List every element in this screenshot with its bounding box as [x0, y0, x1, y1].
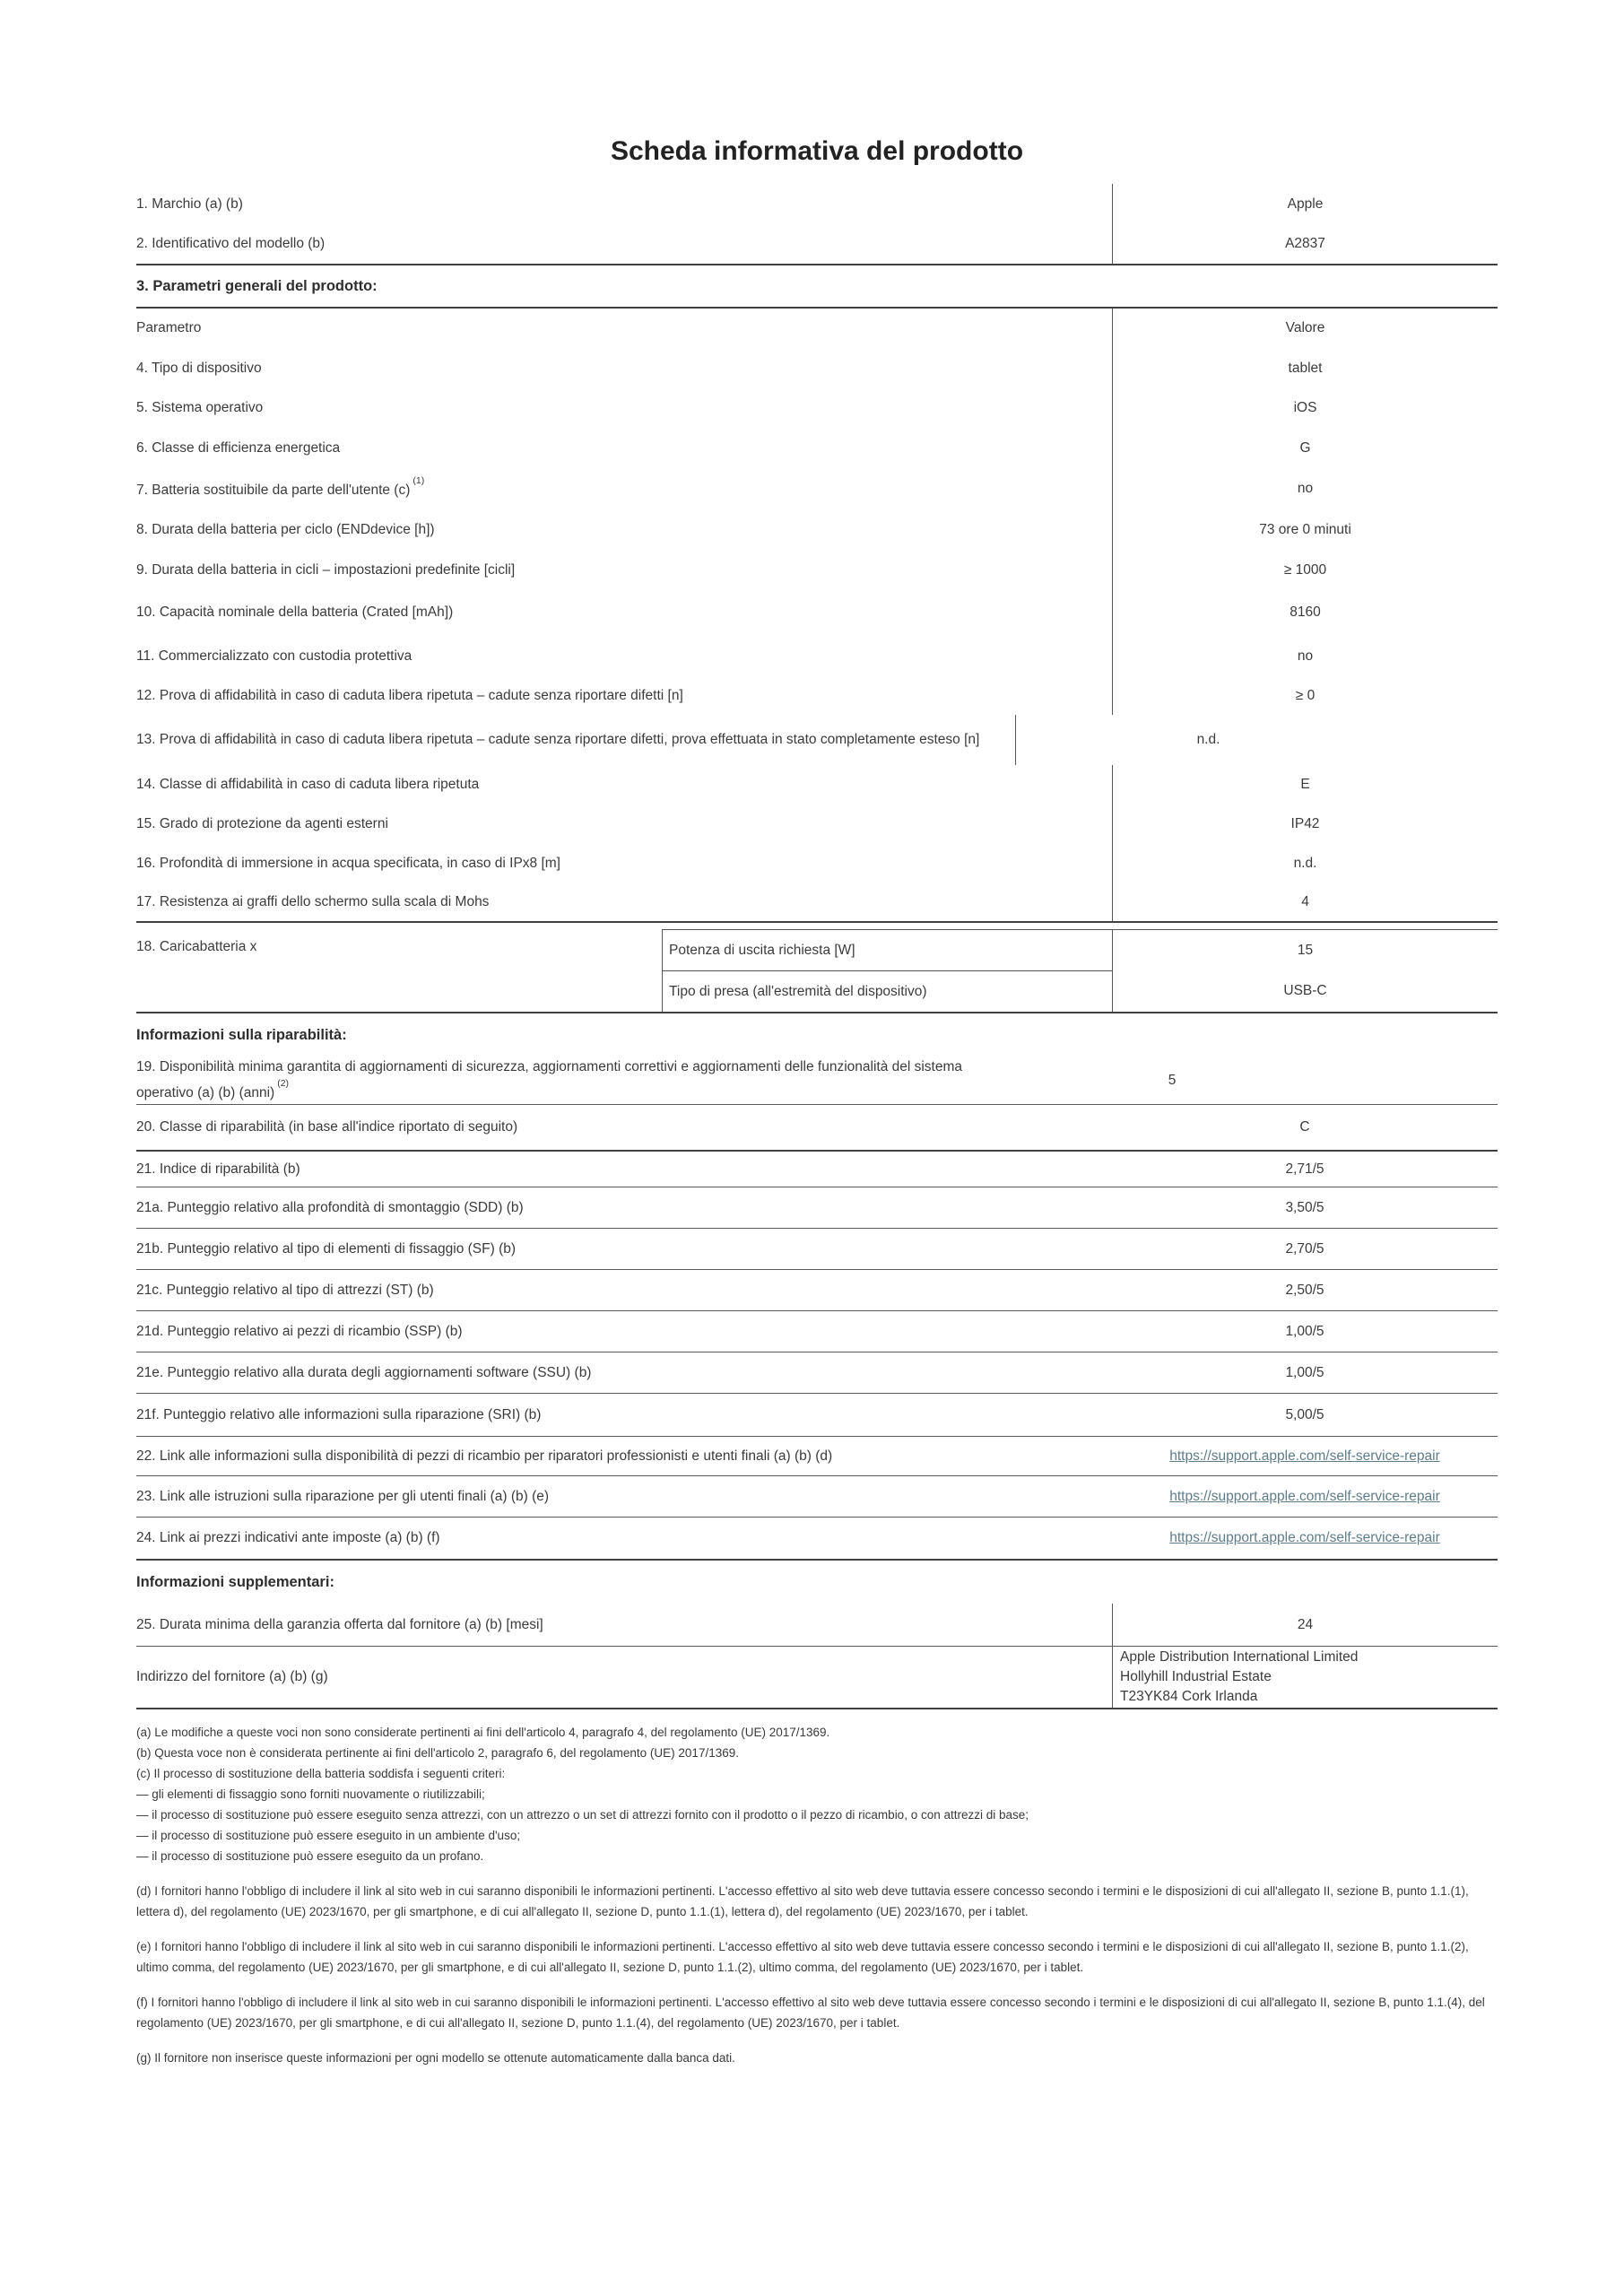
footnote-c-item: — il processo di sostituzione può essere eseguito senza attrezzi, con un attrezzo o un set di attrezzi fornito con il prodotto o il pezzo di ricambio, o con attrezzi di base; [136, 1808, 1029, 1822]
table-row-score-st [136, 1270, 1498, 1311]
table-row-os [136, 388, 1498, 428]
row-value: 1,00/5 [1285, 1323, 1324, 1339]
footnote-f: (f) I fornitori hanno l'obbligo di includere il link al sito web in cui saranno disponibili le informazioni pertinenti. L'accesso effettivo al sito web deve tuttavia essere concesso secondo i termini e le disposizioni di cui all'allegato II, sezione B, punto 1.1.(4), del regolamento (UE) 2023/1670, per gli smartphone, e di cui all'allegato II, sezione D, punto 1.1.(4), del regolamento (UE) 2023/1670, per i tablet. [136, 1996, 1485, 2031]
row-label: 21a. Punteggio relativo alla profondità di smontaggio (SDD) (b) [136, 1199, 524, 1215]
product-table [136, 184, 1498, 1709]
footnote-e: (e) I fornitori hanno l'obbligo di includere il link al sito web in cui saranno disponibili le informazioni pertinenti. L'accesso effettivo al sito web deve tuttavia essere concesso secondo i termini e le disposizioni di cui all'allegato II, sezione B, punto 1.1.(2), ultimo comma, del regolamento (UE) 2023/1670, per gli smartphone, e di cui all'allegato II, sezione D, punto 1.1.(2), ultimo comma, del regolamento (UE) 2023/1670, per i tablet. [136, 1940, 1469, 1975]
spare-parts-link[interactable]: https://support.apple.com/self-service-repair [1169, 1448, 1440, 1464]
row-label: 14. Classe di affidabilità in caso di caduta libera ripetuta [136, 777, 480, 792]
row-label: 21. Indice di riparabilità (b) [136, 1161, 300, 1177]
row-value: C [1299, 1119, 1310, 1135]
row-value: 8160 [1112, 590, 1498, 635]
column-header-parametro: Parametro [136, 320, 202, 335]
row-label: 21e. Punteggio relativo alla durata degli aggiornamenti software (SSU) (b) [136, 1364, 592, 1380]
repair-instructions-link[interactable]: https://support.apple.com/self-service-repair [1169, 1488, 1440, 1504]
page-title: Scheda informativa del prodotto [610, 136, 1024, 166]
column-header-valore: Valore [1112, 309, 1498, 348]
row-value [1112, 1437, 1498, 1475]
row-label: 9. Durata della batteria in cicli – impostazioni predefinite [cicli] [136, 562, 516, 578]
row-value [1112, 1518, 1498, 1559]
row-label: 16. Profondità di immersione in acqua specificata, in caso di IPx8 [m] [136, 856, 560, 871]
section-header-supplementary: Informazioni supplementari: [136, 1573, 334, 1590]
table-row-repairability-index [136, 1152, 1498, 1187]
row-label: 21b. Punteggio relativo al tipo di elementi di fissaggio (SF) (b) [136, 1240, 517, 1257]
table-row-score-ssu [136, 1352, 1498, 1394]
footnote-a: (a) Le modifiche a queste voci non sono considerate pertinenti ai fini dell'articolo 4, paragrafo 4, del regolamento (UE) 2017/1369. [136, 1726, 830, 1740]
charger-connector-value: USB-C [1283, 983, 1327, 999]
footnote-b: (b) Questa voce non è considerata pertinente ai fini dell'articolo 2, paragrafo 6, del regolamento (UE) 2017/1369. [136, 1746, 739, 1761]
charger-sub-labels [662, 930, 1112, 1012]
row-value: ≥ 1000 [1112, 551, 1498, 590]
table-row-score-sri [136, 1394, 1498, 1437]
row-value: tablet [1112, 348, 1498, 388]
row-value: 2,50/5 [1285, 1282, 1324, 1298]
row-value: 73 ore 0 minuti [1112, 509, 1498, 551]
row-value: n.d. [1015, 715, 1401, 765]
row-value [1112, 1476, 1498, 1517]
supplier-address-line: T23YK84 Cork Irlanda [1120, 1689, 1258, 1705]
table-row-device-type [136, 348, 1498, 388]
supplier-address-line: Apple Distribution International Limited [1120, 1649, 1359, 1665]
section-header-repairability: Informazioni sulla riparabilità: [136, 1026, 347, 1043]
row-label: 18. Caricabatteria x [136, 939, 257, 954]
table-row-pretax-prices-link [136, 1518, 1498, 1561]
footnote-g: (g) Il fornitore non inserisce queste informazioni per ogni modello se ottenute automaticamente dalla banca dati. [136, 2051, 735, 2066]
table-row-drop-test [136, 677, 1498, 715]
row-label: 25. Durata minima della garanzia offerta dal fornitore (a) (b) [mesi] [136, 1616, 543, 1632]
charger-subtable [662, 929, 1498, 1012]
table-row-score-ssp [136, 1311, 1498, 1352]
row-label: 5. Sistema operativo [136, 400, 264, 415]
charger-connector-label: Tipo di presa (all'estremità del dispositivo) [669, 983, 927, 999]
row-label: 1. Marchio (a) (b) [136, 196, 243, 212]
table-row-supplier-address [136, 1647, 1498, 1709]
table-row-energy-class [136, 428, 1498, 468]
row-label: Indirizzo del fornitore (a) (b) (g) [136, 1669, 328, 1685]
footnote-c-item: — il processo di sostituzione può essere eseguito da un profano. [136, 1849, 484, 1864]
row-value: E [1112, 765, 1498, 804]
pretax-prices-link[interactable]: https://support.apple.com/self-service-repair [1169, 1530, 1440, 1546]
footnote-ref-2: (2) [277, 1078, 290, 1089]
table-row-repairability-class [136, 1105, 1498, 1152]
row-value: 5,00/5 [1285, 1406, 1324, 1422]
table-row-model-id [136, 224, 1498, 265]
table-row-score-sf [136, 1229, 1498, 1270]
row-label: 12. Prova di affidabilità in caso di caduta libera ripetuta – cadute senza riportare difetti [n] [136, 688, 683, 703]
table-row-parametro-valore [136, 309, 1498, 348]
table-row-repair-instructions-link [136, 1476, 1498, 1518]
row-value: Apple [1112, 184, 1498, 224]
row-value: 1,00/5 [1285, 1364, 1324, 1380]
table-row-battery-cycles [136, 551, 1498, 590]
row-value: 5 [1168, 1072, 1177, 1088]
table-row-drop-reliability-class [136, 765, 1498, 804]
row-label: 24. Link ai prezzi indicativi ante imposte (a) (b) (f) [136, 1530, 440, 1546]
section-header-general-parameters: 3. Parametri generali del prodotto: [136, 265, 1498, 309]
row-label: 11. Commercializzato con custodia protettiva [136, 648, 413, 664]
row-label: 7. Batteria sostituibile da parte dell'utente (c)$^{(1)}$ [136, 475, 425, 499]
charger-sub-values [1112, 930, 1498, 1012]
footnote-ref-1: (1) [413, 475, 425, 487]
row-value: 2,70/5 [1285, 1240, 1324, 1257]
table-row-brand [136, 184, 1498, 224]
row-label: 15. Grado di protezione da agenti esterni [136, 816, 388, 831]
row-label: 21f. Punteggio relativo alle informazioni sulla riparazione (SRI) (b) [136, 1406, 542, 1422]
row-label: 19. Disponibilità minima garantita di aggiornamenti di sicurezza, aggiornamenti correttivi e aggiornamenti delle funzionalità del sistema operativo (a) (b) (anni)$^{(2)}$ [136, 1059, 963, 1101]
row-label: 20. Classe di riparabilità (in base all'indice riportato di seguito) [136, 1119, 518, 1135]
row-label: 13. Prova di affidabilità in caso di caduta libera ripetuta – cadute senza riportare difetti, prova effettuata in stato completamente esteso [n] [136, 732, 980, 747]
row-label: 17. Resistenza ai graffi dello schermo sulla scala di Mohs [136, 894, 490, 909]
table-row-battery-capacity [136, 590, 1498, 635]
footnote-c-item: — il processo di sostituzione può essere eseguito in un ambiente d'uso; [136, 1829, 521, 1843]
row-value: ≥ 0 [1112, 677, 1498, 715]
charger-power-value: 15 [1297, 942, 1314, 958]
table-row-warranty [136, 1604, 1498, 1647]
table-row-protective-case [136, 635, 1498, 677]
row-value: 2,71/5 [1285, 1161, 1324, 1177]
row-value: n.d. [1112, 844, 1498, 883]
row-value: 4 [1112, 883, 1498, 921]
table-row-update-availability [136, 1057, 1498, 1105]
charger-power-label: Potenza di uscita richiesta [W] [663, 930, 1112, 971]
supplier-address-line: Hollyhill Industrial Estate [1120, 1669, 1272, 1685]
row-label: 4. Tipo di dispositivo [136, 360, 262, 376]
row-value: 24 [1112, 1604, 1498, 1646]
row-value: no [1112, 468, 1498, 509]
supplier-address [1112, 1647, 1498, 1708]
table-row-user-replaceable-battery [136, 468, 1498, 509]
table-row-charger [136, 923, 1498, 1013]
table-row-spare-parts-link [136, 1437, 1498, 1476]
table-row-immersion-depth [136, 844, 1498, 883]
row-value: no [1112, 635, 1498, 677]
row-value: G [1112, 428, 1498, 468]
row-value: IP42 [1112, 804, 1498, 844]
table-row-battery-endurance [136, 509, 1498, 551]
footnote-d: (d) I fornitori hanno l'obbligo di includere il link al sito web in cui saranno disponibili le informazioni pertinenti. L'accesso effettivo al sito web deve tuttavia essere concesso secondo i termini e le disposizioni di cui all'allegato II, sezione B, punto 1.1.(1), lettera d), del regolamento (UE) 2023/1670, per gli smartphone, e di cui all'allegato II, sezione D, punto 1.1.(1), lettera d), del regolamento (UE) 2023/1670, per i tablet. [136, 1884, 1469, 1919]
row-label: 21d. Punteggio relativo ai pezzi di ricambio (SSP) (b) [136, 1323, 463, 1339]
table-row-ingress-protection [136, 804, 1498, 844]
table-row-mohs-scratch [136, 883, 1498, 923]
row-label: 8. Durata della batteria per ciclo (ENDdevice [h]) [136, 522, 435, 537]
table-row-drop-test-extended [136, 715, 1498, 765]
row-value: 3,50/5 [1285, 1199, 1324, 1215]
table-row-score-sdd [136, 1187, 1498, 1229]
row-label: 22. Link alle informazioni sulla disponibilità di pezzi di ricambio per riparatori professionisti e utenti finali (a) (b) (d) [136, 1448, 833, 1464]
row-label: 2. Identificativo del modello (b) [136, 236, 326, 251]
row-label: 10. Capacità nominale della batteria (Crated [mAh]) [136, 604, 454, 620]
row-label: 6. Classe di efficienza energetica [136, 439, 341, 456]
row-label: 21c. Punteggio relativo al tipo di attrezzi (ST) (b) [136, 1282, 434, 1298]
row-value: A2837 [1112, 224, 1498, 264]
row-label: 23. Link alle istruzioni sulla riparazione per gli utenti finali (a) (b) (e) [136, 1488, 550, 1504]
footnotes [136, 1722, 1498, 2068]
footnote-c: (c) Il processo di sostituzione della batteria soddisfa i seguenti criteri: [136, 1767, 506, 1781]
footnote-c-item: — gli elementi di fissaggio sono forniti nuovamente o riutilizzabili; [136, 1787, 485, 1802]
row-value: iOS [1112, 388, 1498, 428]
